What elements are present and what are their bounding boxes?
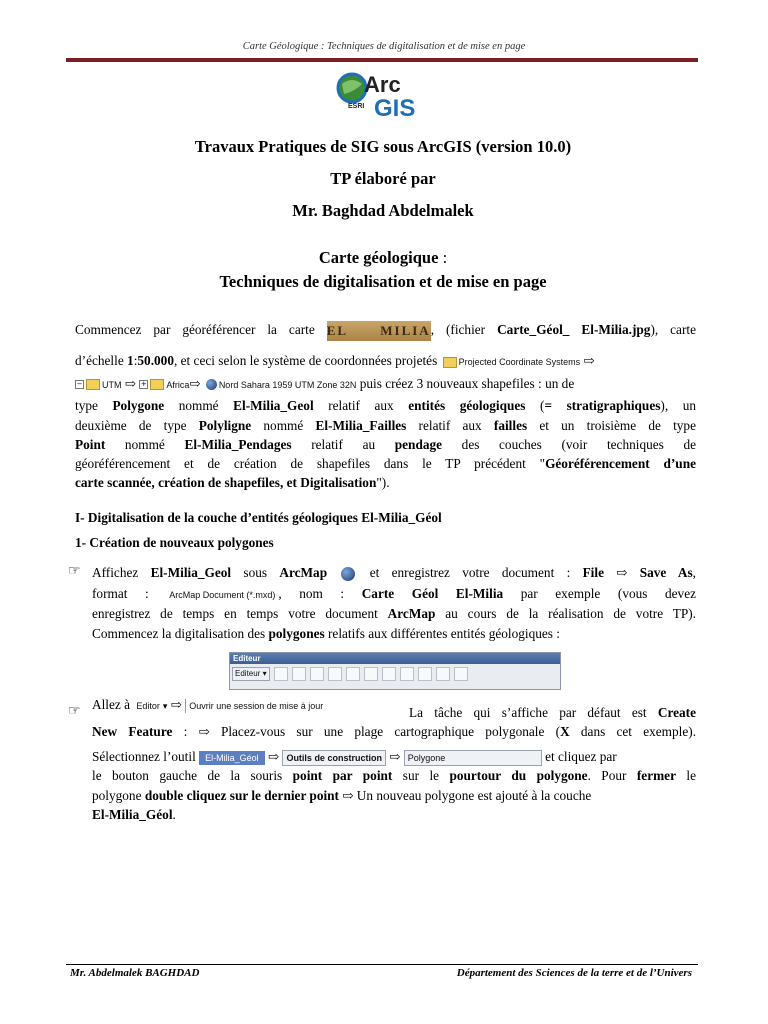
title-line-1: Travaux Pratiques de SIG sous ArcGIS (version 10.0) <box>194 137 572 156</box>
editor-toolbar-title: Editeur <box>230 653 560 664</box>
rotate-icon[interactable] <box>382 667 396 681</box>
collapse-icon: − <box>76 380 83 389</box>
editor-menu-button[interactable]: Editeur ▾ <box>232 667 270 681</box>
intro-line-6: Point nommé El-Milia_Pendages relatif au pendage des couches (voir techniques de <box>75 437 697 452</box>
bullet2-line-3: Sélectionnez l’outil El-Milia_Géol ⇨ Outils de construction ⇨ Polygone et cliquez par <box>92 749 617 764</box>
subtitle-1: Carte géologique : <box>318 248 448 267</box>
subtitle-2: Techniques de digitalisation et de mise en page <box>219 272 547 291</box>
africa-node[interactable]: Africa <box>166 379 190 390</box>
curve-icon[interactable] <box>328 667 342 681</box>
straight-segment-icon[interactable] <box>292 667 306 681</box>
intro-line-4: type Polygone nommé El-Milia_Geol relatif aux entités géologiques (= stratigraphiques), un <box>75 398 696 413</box>
intro-line-2: d’échelle 1:50.000, et ceci selon le système de coordonnées projetés Projected Coordinate Systems ⇨ <box>75 353 595 368</box>
projected-cs-node[interactable]: Projected Coordinate Systems <box>441 356 581 368</box>
pointing-hand-icon: ☞ <box>68 564 81 579</box>
logo-gis-text: GIS <box>374 95 416 122</box>
split-icon[interactable] <box>364 667 378 681</box>
intro-line-3: − UTM ⇨ + Africa⇨ Nord Sahara 1959 UTM Zone 32N puis créez 3 nouveaux shapefiles : un de <box>76 376 575 391</box>
editor-menu[interactable]: Editor <box>136 700 160 711</box>
arcmap-icon[interactable] <box>341 567 355 581</box>
bullet1-line-4: Commencez la digitalisation des polygones relatifs aux différentes entités géologiques : <box>92 626 561 641</box>
title-author: Mr. Baghdad Abdelmalek <box>292 201 474 220</box>
bullet2-line-4: le bouton gauche de la souris point par point sur le pourtour du polygone. Pour fermer le <box>92 768 697 783</box>
intro-line-8: carte scannée, création de shapefiles, et Digitalisation"). <box>75 475 390 490</box>
folder-icon <box>443 357 457 368</box>
pointing-hand-icon: ☞ <box>68 704 81 719</box>
bullet2-line-6: El-Milia_Géol. <box>92 807 176 822</box>
bullet2-line-1b: La tâche qui s’affiche par défaut est Create <box>409 705 696 720</box>
arcmap-document-format[interactable]: ArcMap Document (*.mxd) <box>169 589 276 600</box>
arcgis-logo <box>334 66 436 122</box>
bullet1-line-3: enregistrez de temps en temps votre document ArcMap au cours de la réalisation de votre TP). <box>92 606 696 621</box>
running-header: Carte Géologique : Techniques de digitalisation et de mise en page <box>242 41 526 52</box>
expand-icon: + <box>140 380 147 389</box>
header-rule <box>66 58 698 62</box>
bullet2-line-1: Allez à Editor ▾ ⇨ Ouvrir une session de mise à jour <box>92 697 696 713</box>
subtitle-1-bold: Carte géologique <box>318 248 439 267</box>
bullet1-line-2: format : ArcMap Document (*.mxd) , nom : Carte Géol El-Milia par exemple (vous devez <box>92 586 697 601</box>
folder-open-icon <box>86 379 100 390</box>
intro-line-7: géoréférencement et de création de shapefiles dans le TP précédent "Géoréférencement d’une <box>75 456 696 471</box>
polygon-tool[interactable]: Polygone <box>404 750 542 766</box>
footer-rule <box>66 964 698 965</box>
nord-sahara-node[interactable]: Nord Sahara 1959 UTM Zone 32N <box>218 379 357 390</box>
layer-template-selected[interactable]: El-Milia_Géol <box>199 751 265 765</box>
folder-icon <box>150 379 164 390</box>
edit-tool-icon[interactable] <box>274 667 288 681</box>
attributes-icon[interactable] <box>418 667 432 681</box>
intro-line-1: Commencez par géoréférencer la carte EL MILIA, (fichier Carte_Géol_ El-Milia.jpg), carte <box>75 321 696 341</box>
bullet2-line-5: polygone double cliquez sur le dernier point ⇨ Un nouveau polygone est ajouté à la couche <box>92 788 592 803</box>
section-heading-1-1: 1- Création de nouveaux polygones <box>75 535 274 550</box>
reshape-icon[interactable] <box>346 667 360 681</box>
logo-esri-text: ESRI <box>348 103 365 110</box>
intro-line-5: deuxième de type Polyligne nommé El-Milia_Failles relatif aux failles et un troisième de type <box>75 418 696 433</box>
el-milia-map-thumbnail: EL MILIA <box>327 321 431 341</box>
bullet1-line-1: Affichez El-Milia_Geol sous ArcMap et enregistrez votre document : File ⇨ Save As, <box>92 565 696 580</box>
editor-toolbar <box>229 652 561 690</box>
start-editing-item[interactable]: Ouvrir une session de mise à jour <box>185 699 326 713</box>
construction-tools-panel[interactable]: Outils de construction <box>282 750 386 766</box>
trace-icon[interactable] <box>310 667 324 681</box>
cut-polygon-icon[interactable] <box>400 667 414 681</box>
arrow-icon: ⇨ <box>124 376 136 391</box>
footer-author: Mr. Abdelmalek BAGHDAD <box>70 967 200 979</box>
sketch-properties-icon[interactable] <box>436 667 450 681</box>
create-features-icon[interactable] <box>454 667 468 681</box>
bullet2-line-2: New Feature : ⇨ Placez-vous sur une plage cartographique polygonale (X dans cet exemple). <box>92 724 697 739</box>
arrow-icon: ⇨ <box>583 353 595 368</box>
footer-department: Département des Sciences de la terre et de l’Univers <box>456 967 692 979</box>
globe-icon <box>206 379 217 390</box>
title-line-2: TP élaboré par <box>330 169 436 188</box>
utm-node[interactable]: UTM <box>102 379 122 390</box>
arrow-icon: ⇨ <box>189 376 201 391</box>
arrow-icon: ⇨ <box>170 697 182 712</box>
section-heading-1: I- Digitalisation de la couche d’entités géologiques El-Milia_Géol <box>75 510 442 525</box>
logo-arc-text: Arc <box>364 72 401 97</box>
